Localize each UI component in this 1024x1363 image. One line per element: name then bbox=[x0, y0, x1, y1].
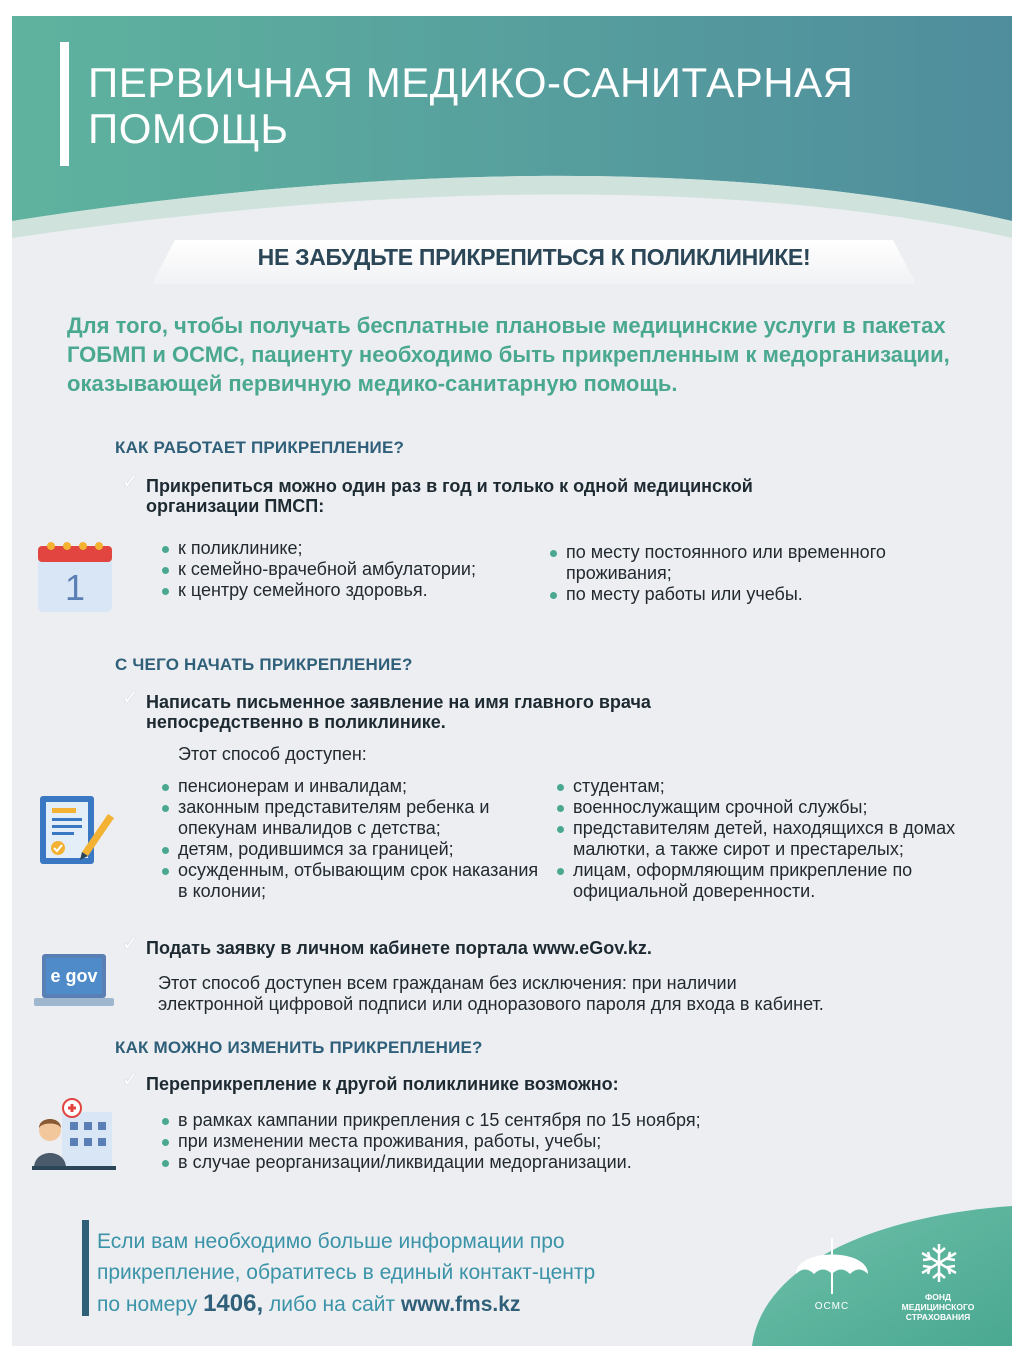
banner-text: НЕ ЗАБУДЬТЕ ПРИКРЕПИТЬСЯ К ПОЛИКЛИНИКЕ! bbox=[257, 244, 811, 270]
egov-line-2: электронной цифровой подписи или одноразового пароля для входа в кабинет. bbox=[158, 994, 824, 1014]
check-line-1: Прикрепиться можно один раз в год и только к одной медицинской bbox=[146, 476, 753, 496]
footer-contact-text bbox=[97, 1226, 697, 1320]
title-line-1: ПЕРВИЧНАЯ МЕДИКО-САНИТАРНАЯ bbox=[88, 59, 854, 106]
check-line-2: организации ПМСП: bbox=[146, 496, 325, 516]
egov-label: e gov bbox=[50, 966, 98, 986]
egov-line-1: Этот способ доступен всем гражданам без исключения: при наличии bbox=[158, 973, 737, 993]
section1-right-list bbox=[550, 542, 930, 605]
umbrella-logo-icon bbox=[794, 1238, 870, 1300]
footer-line-2: прикрепление, обратитесь в единый контакт-центр bbox=[97, 1261, 596, 1284]
section-heading-how-to-start: С ЧЕГО НАЧАТЬ ПРИКРЕПЛЕНИЕ? bbox=[115, 655, 413, 674]
list-item: студентам; bbox=[557, 776, 967, 797]
list-item: детям, родившимся за границей; bbox=[162, 839, 542, 860]
doctor-clinic-icon bbox=[32, 1098, 116, 1172]
footer-line-3 bbox=[97, 1288, 697, 1320]
footer-line-3-pre: по номеру bbox=[97, 1293, 204, 1316]
check-icon: ✓ bbox=[122, 687, 139, 709]
calendar-icon bbox=[37, 538, 113, 614]
list-item: при изменении места проживания, работы, учебы; bbox=[162, 1131, 862, 1152]
osms-logo-text: ОСМС bbox=[814, 1301, 850, 1312]
check-line-1: Написать письменное заявление на имя главного врача bbox=[146, 692, 651, 712]
title-line-2: ПОМОЩЬ bbox=[88, 105, 289, 152]
list-item: по месту работы или учебы. bbox=[550, 584, 930, 605]
laptop-egov-icon bbox=[32, 952, 116, 1012]
check-line-application bbox=[122, 687, 884, 732]
fund-line-1: ФОНД bbox=[924, 1292, 952, 1302]
check-line-egov bbox=[122, 933, 824, 958]
fund-logo-text bbox=[888, 1292, 988, 1322]
list-item: по месту постоянного или временного проживания; bbox=[550, 542, 930, 584]
title-accent-bar bbox=[60, 42, 69, 166]
list-item: в рамках кампании прикрепления с 15 сентября по 15 ноября; bbox=[162, 1110, 862, 1131]
poster bbox=[12, 16, 1012, 1346]
egov-check-text: Подать заявку в личном кабинете портала www.eGov.kz. bbox=[146, 938, 652, 958]
list-item: в случае реорганизации/ликвидации медорганизации. bbox=[162, 1152, 862, 1173]
section2-right-list bbox=[557, 776, 967, 902]
snowflake-logo-icon bbox=[918, 1242, 960, 1284]
check-icon: ✓ bbox=[122, 1069, 139, 1091]
check-line-once-a-year bbox=[122, 471, 884, 516]
reattach-check-text: Переприкрепление к другой поликлинике возможно: bbox=[146, 1074, 619, 1094]
list-item: к центру семейного здоровья. bbox=[162, 580, 522, 601]
check-line-2: непосредственно в поликлинике. bbox=[146, 712, 446, 732]
list-item: к семейно-врачебной амбулатории; bbox=[162, 559, 522, 580]
list-item: лицам, оформляющим прикрепление по официальной доверенности. bbox=[557, 860, 967, 902]
available-text: Этот способ доступен: bbox=[178, 744, 367, 764]
calendar-number: 1 bbox=[64, 567, 86, 608]
list-item: военнослужащим срочной службы; bbox=[557, 797, 967, 818]
check-icon: ✓ bbox=[122, 471, 139, 493]
document-sign-icon bbox=[38, 792, 116, 868]
section2-left-list bbox=[162, 776, 542, 902]
intro-paragraph: Для того, чтобы получать бесплатные плановые медицинские услуги в пакетах ГОБМП и ОСМС, пациенту необходимо быть прикрепленным к медорганизации, оказывающей первичную медико-санитарную помощь. bbox=[67, 313, 950, 396]
footer-line-3-mid: либо на сайт bbox=[263, 1293, 401, 1316]
list-item: к поликлинике; bbox=[162, 538, 522, 559]
list-item: пенсионерам и инвалидам; bbox=[162, 776, 542, 797]
contact-number: 1406, bbox=[203, 1290, 264, 1317]
list-item: осужденным, отбывающим срок наказания в колонии; bbox=[162, 860, 542, 902]
list-item: законным представителям ребенка и опекунам инвалидов с детства; bbox=[162, 797, 542, 839]
check-icon: ✓ bbox=[122, 933, 139, 955]
check-line-reattach bbox=[122, 1069, 824, 1094]
site-link[interactable]: www.fms.kz bbox=[400, 1293, 521, 1316]
list-item: представителям детей, находящихся в домах малютки, а также сирот и престарелых; bbox=[557, 818, 967, 860]
egov-description bbox=[158, 973, 978, 1015]
footer-accent-bar bbox=[82, 1220, 89, 1316]
fund-line-2: МЕДИЦИНСКОГО bbox=[901, 1302, 975, 1312]
page-title bbox=[88, 60, 968, 152]
section1-left-list bbox=[162, 538, 522, 601]
fund-line-3: СТРАХОВАНИЯ bbox=[905, 1312, 971, 1322]
section-heading-how-to-change: КАК МОЖНО ИЗМЕНИТЬ ПРИКРЕПЛЕНИЕ? bbox=[115, 1038, 483, 1057]
section3-list bbox=[162, 1110, 862, 1173]
section-heading-how-it-works: КАК РАБОТАЕТ ПРИКРЕПЛЕНИЕ? bbox=[115, 438, 405, 457]
footer-line-1: Если вам необходимо больше информации про bbox=[97, 1230, 565, 1253]
